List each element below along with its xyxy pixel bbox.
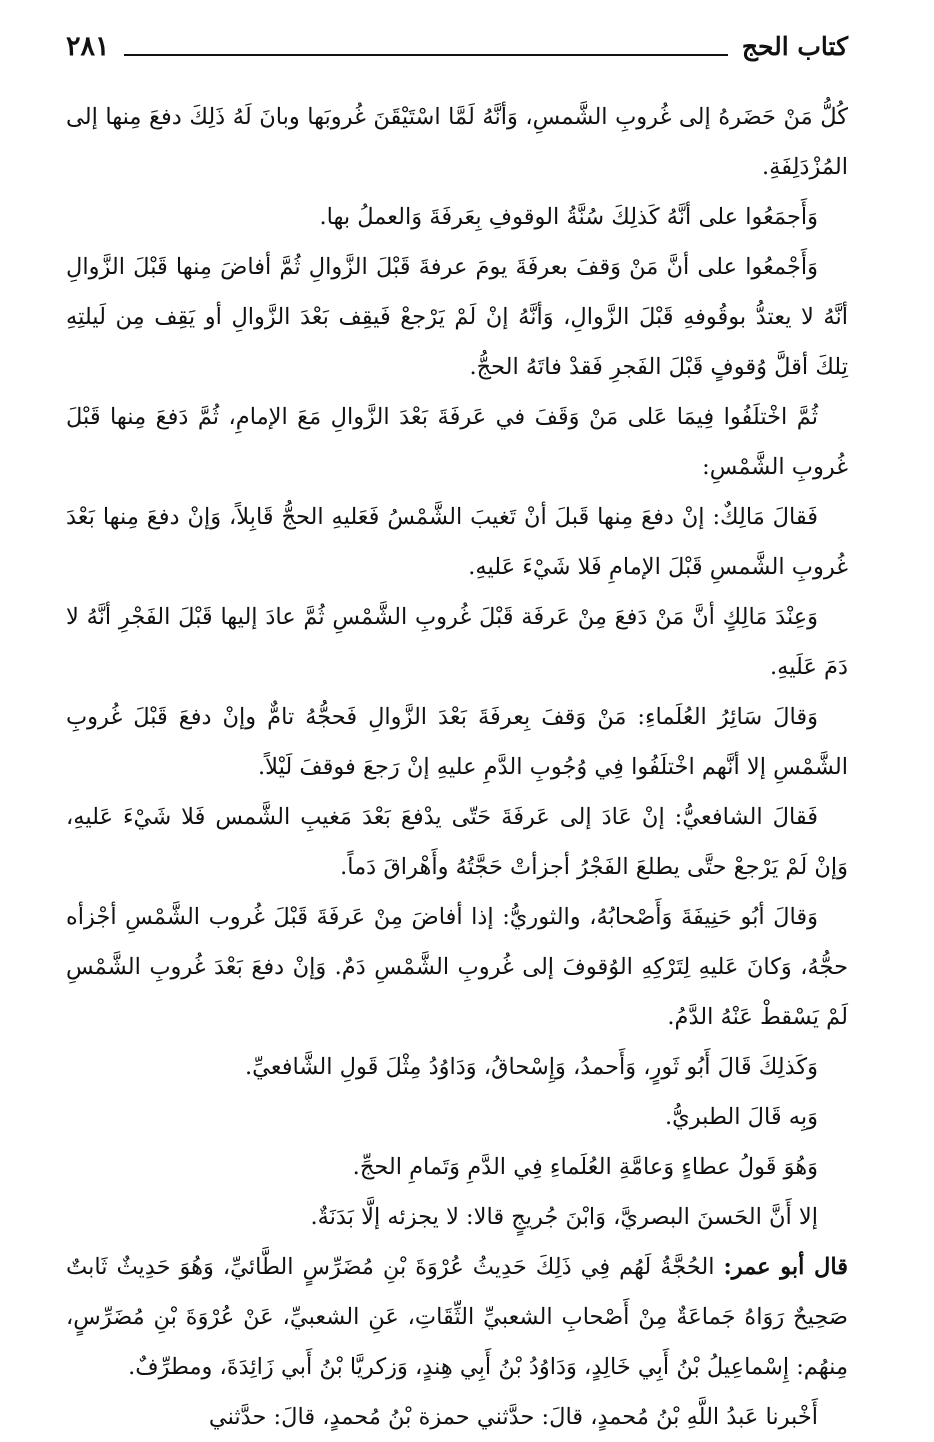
paragraph: وَأَجْمعُوا على أنَّ مَنْ وَقفَ بعرفَةَ يومَ عرفةَ قَبْلَ الزَّوالِ ثُمَّ أفاضَ مِنها قَبْلَ الزَّوالِ أنَّهُ لا يعتدُّ بوقُوفهِ قَبْلَ الزَّوالِ، وَأنَّهُ إنْ لَمْ يَرْجعْ فَيقِف بَعْدَ الزَّوالِ أو يَقِف مِن لَيلتِهِ تِلكَ أقلَّ وُقوفٍ قَبْلَ الفَجرِ فَقدْ فاتَهُ الحجُّ. [66, 254, 848, 380]
paragraph: وَقالَ أبُو حَنِيفَةَ وَأَصْحابُهُ، والثوريُّ: إذا أفاضَ مِنْ عَرفَةَ قَبْلَ غُروب الشَّمْسِ أجْزأه حجُّهُ، وَكانَ عَليهِ لِتَرْكِهِ الوُقوفَ إلى غُروبِ الشَّمْسِ دَمٌ. وَإنْ دفعَ بَعْدَ غُروبِ الشَّمْسِ لَمْ يَسْقطْ عَنْهُ الدَّمُ. [66, 904, 848, 1030]
paragraph: وَعِنْدَ مَالِكٍ أنَّ مَنْ دَفعَ مِنْ عَرفَة قَبْلَ غُروبِ الشَّمْسِ ثُمَّ عادَ إليها قَبْلَ الفَجْرِ أنَّهُ لا دَمَ عَلَيهِ. [66, 604, 848, 680]
paragraph: فَقالَ مَالِكٌ: إنْ دفعَ مِنها قَبلَ أنْ تَغيبَ الشَّمْسُ فَعَليهِ الحجُّ قَابِلاً، وَإنْ دفعَ مِنها بَعْدَ غُروبِ الشَّمسِ قَبْلَ الإمامِ فَلا شَيْءَ عَليهِ. [66, 504, 848, 580]
paragraph: وَهُوَ قَولُ عطاءٍ وَعامَّةِ العُلَماءِ فِي الدَّمِ وَتَمامِ الحجِّ. [352, 1154, 818, 1180]
paragraph: وَقالَ سَائِرُ العُلَماءِ: مَنْ وَقفَ بِعرفَةَ بَعْدَ الزَّوالِ فَحجُّهُ تامٌّ وإنْ دفعَ قَبْلَ غُروبِ الشَّمْسِ إلا أنَّهم اخْتلَفُوا فِي وُجُوبِ الدَّمِ عليهِ إنْ رَجعَ فوقفَ لَيْلاً. [66, 704, 848, 780]
page-number: ٢٨١ [66, 31, 110, 62]
header-rule [124, 54, 728, 56]
paragraph-text: الحُجَّةُ لَهُم فِي ذَلِكَ حَدِيثُ عُرْوَةَ بْنِ مُضَرِّسٍ الطَّائيِّ، وَهُوَ حَدِيثٌ ثَابتٌ صَحِيحٌ رَوَاهُ جَماعَةٌ مِنْ أَصْحابِ الشعبيِّ الثِّقَاتِ، عَنِ الشعبيِّ، عَنْ عُرْوَةَ بْنِ مُضَرِّسٍ، مِنهُم: إِسْماعِيلُ بْنُ أَبِي خَالِدٍ، وَدَاوُدُ بْنُ أَبِي هِندٍ، وَزكريَّا بْنُ أَبي زَائِدَةَ، ومطرِّفٌ. [66, 1254, 848, 1380]
paragraph: أَخْبرنا عَبدُ اللَّهِ بْنُ مُحمدٍ، قالَ: حدَّثني حمزة بْنُ مُحمدٍ، قالَ: حدَّثني [208, 1404, 818, 1430]
paragraph: إلا أَنَّ الحَسنَ البصريَّ، وَابْنَ جُريجٍ قالا: لا يجزئه إلَّا بَدَنَةٌ. [310, 1204, 818, 1230]
paragraph: ثُمَّ اخْتلَفُوا فِيمَا عَلى مَنْ وَقَفَ في عَرفَةَ بَعْدَ الزَّوالِ مَعَ الإمامِ، ثُمَّ دَفعَ مِنها قَبْلَ غُروبِ الشَّمْسِ: [66, 404, 848, 480]
paragraph: كُلُّ مَنْ حَضَرهُ إلى غُروبِ الشَّمسِ، وَأنَّهُ لَمَّا اسْتَيْقَنَ غُروبَها وبانَ لَهُ ذَلِكَ دفعَ مِنها إلى المُزْدَلِفَةِ. [66, 104, 848, 180]
paragraph: وَكَذلِكَ قَالَ أَبُو ثَورٍ، وَأَحمدُ، وَإِسْحاقُ، وَدَاوُدُ مِثْلَ قَولِ الشَّافعيِّ. [244, 1054, 818, 1080]
chapter-title: كتاب الحج [741, 32, 848, 61]
body-text [66, 92, 848, 1442]
paragraph: فَقالَ الشافعيُّ: إنْ عَادَ إلى عَرفَةَ حَتّى يدْفعَ بَعْدَ مَغيبِ الشَّمس فَلا شَيْءَ عَليهِ، وَإنْ لَمْ يَرْجعْ حتَّى يطلعَ الفَجْرُ أجزأتْ حَجَّتُهُ وأَهْراقَ دَماً. [66, 804, 848, 880]
paragraph: وَأَجمَعُوا على أنَّهُ كَذلِكَ سُنَّةُ الوقوفِ بِعَرفَةَ وَالعملُ بها. [319, 204, 818, 230]
paragraph [66, 1242, 848, 1392]
page-header [66, 22, 848, 66]
paragraph: وَبِه قَالَ الطبريُّ. [665, 1104, 818, 1130]
author-lead: قال أبو عمر: [723, 1254, 848, 1280]
